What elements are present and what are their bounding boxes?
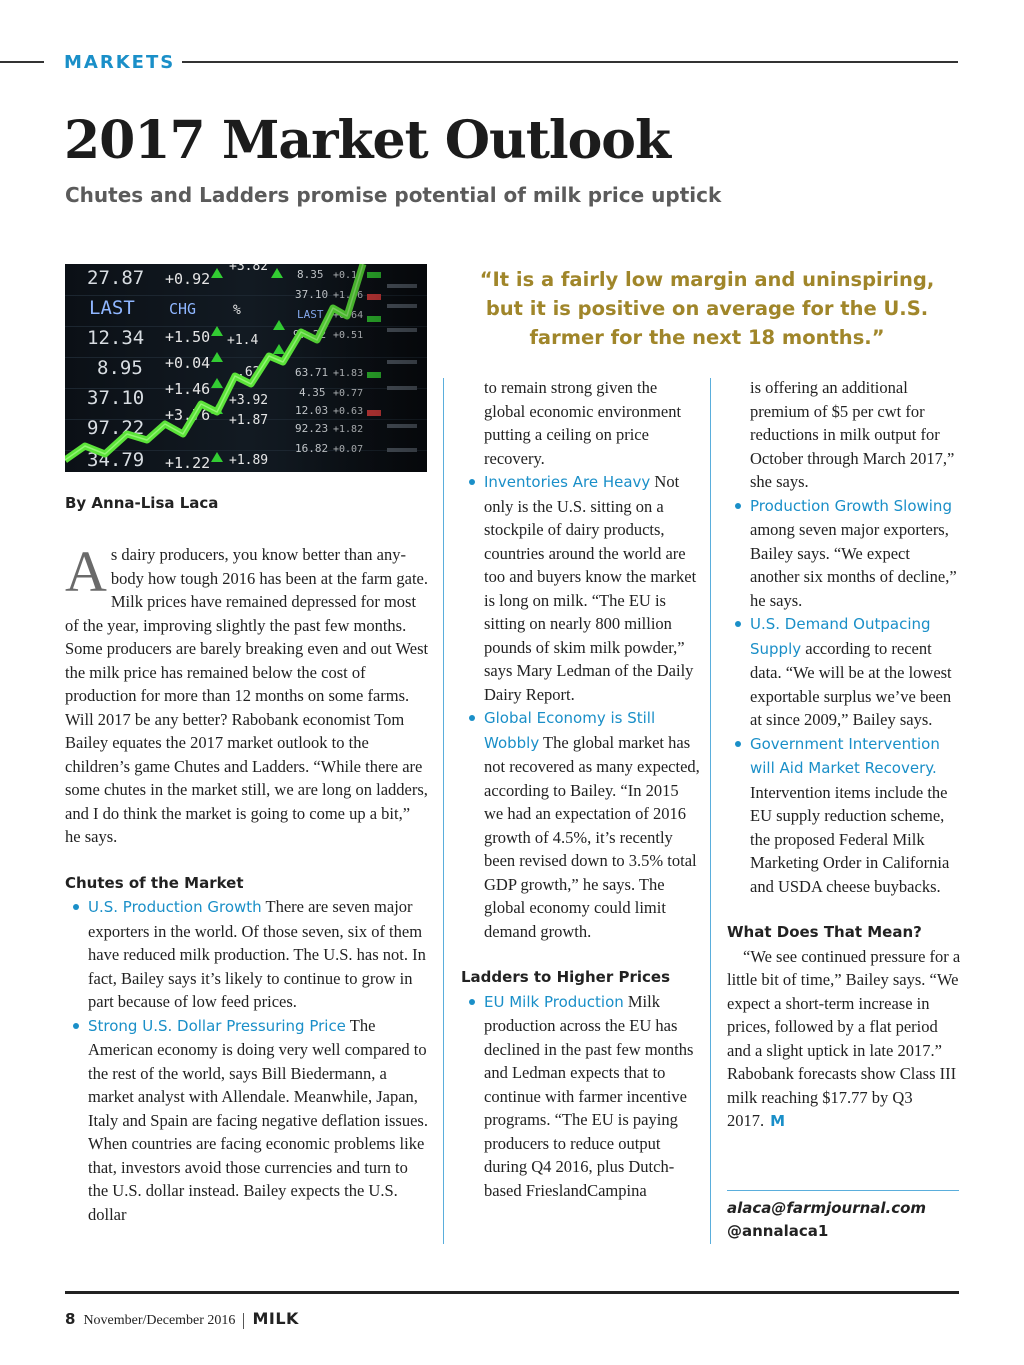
author-twitter[interactable]: @annalaca1 (727, 1222, 829, 1240)
ladders-heading: Ladders to Higher Prices (461, 968, 671, 986)
dollar-continued: to remain strong given the global economic environment putting a ceiling on price recovery. (484, 378, 682, 468)
column-divider-1 (443, 378, 444, 1244)
column-2 (461, 376, 701, 1202)
bullet-global-economy (461, 706, 701, 943)
bullet-keyword: Strong U.S. Dollar Pressuring Price (88, 1016, 346, 1035)
intro-paragraph (65, 539, 429, 849)
intro-text: s dairy producers, you know better than anybody how tough 2016 has been at the farm gate. Milk prices have remained depressed for most of the year, improving slightly the past few months. Some producers are barely breaking even and out West the milk price has remained below the cost of production for more than 12 months on some farms. Will 2017 be any better? Rabobank economist Tom Bailey equates the 2017 market outlook to the children’s game Chutes and Ladders. “While there are some chutes in the market still, we are long on ladders, and I do think the market is going to come up a bit,” he says. (65, 545, 429, 846)
column-divider-2 (710, 378, 711, 1244)
bullet-keyword: Global Economy is Still Wobbly (484, 709, 656, 752)
article-subtitle: Chutes and Ladders promise potential of milk price uptick (65, 183, 722, 207)
bullet-keyword: Inventories Are Heavy (484, 473, 651, 491)
eu-continued: is offering an additional premium of $5 per cwt for reductions in milk output for October through March 2017,” she says. (750, 378, 955, 491)
bullet-text: Milk production across the EU has declined in the past few months and Ledman expects that to continue with farmer incentive programs. “The EU is paying producers to reduce output during Q4 2016, plus Dutch-based FrieslandCampina (484, 991, 694, 1200)
bullet-keyword: U.S. Production Growth (88, 898, 262, 916)
issue-date: November/December 2016 (83, 1313, 236, 1328)
author-email[interactable]: alaca@farmjournal.com (727, 1199, 927, 1217)
bullet-text: according to recent data. “We will be at the lowest exportable surplus we’ve been at since 2009,” Bailey says. (750, 638, 952, 729)
meaning-paragraph (727, 945, 963, 1134)
page-footer (65, 1307, 299, 1331)
bullet-eu-milk-production (461, 990, 701, 1203)
bullet-text: among seven major exporters, Bailey says. “We expect another six months of decline,” he says. (750, 520, 957, 610)
section-label: MARKETS (64, 52, 176, 73)
bullet-keyword: EU Milk Production (484, 992, 624, 1011)
magazine-name: MILK (252, 1309, 299, 1328)
bullet-text: Intervention items include the EU supply reduction scheme, the proposed Federal Milk Marketing Order in California and USDA cheese buybacks. (750, 782, 950, 896)
bullet-text: Not only is the U.S. sitting on a stockpile of dairy products, countries around the world are too and buyers know the market is long on milk. “The EU is sitting on nearly 800 million pounds of skim milk powder,” says Mary Ledman of the Daily Dairy Report. (484, 472, 697, 704)
bullet-text: The American economy is doing very well compared to the rest of the world, says Bill Biedermann, a market analyst with Allendale. Meanwhile, Japan, Italy and Spain are facing negative deflation issues. When countries are facing economic problems like that, investors avoid those currencies and turn to the U.S. dollar instead. Bailey expects the U.S. dollar (88, 1015, 428, 1224)
footer-rule (65, 1291, 959, 1294)
section-header (0, 50, 960, 76)
contact-rule (727, 1190, 959, 1191)
end-mark: M (770, 1112, 786, 1130)
page-number: 8 (65, 1310, 76, 1328)
bullet-production-growth-slowing (727, 494, 963, 613)
bullet-keyword: U.S. Demand Outpacing Supply (750, 615, 931, 658)
bullet-us-production-growth (65, 895, 429, 1014)
column-3 (727, 376, 963, 1134)
bullet-keyword: Government Intervention will Aid Market Recovery. (750, 734, 940, 777)
footer-divider (243, 1313, 244, 1329)
column-1 (65, 539, 429, 1226)
byline: By Anna-Lisa Laca (65, 494, 219, 512)
section-rule-left (0, 61, 44, 63)
bullet-keyword: Production Growth Slowing (750, 496, 952, 515)
chutes-heading: Chutes of the Market (65, 873, 244, 892)
section-rule-right (182, 61, 958, 63)
meaning-text: “We see continued pressure for a little bit of time,” Bailey says. “We expect a short-term increase in prices, followed by a flat period and a slight uptick in late 2017.” Rabobank forecasts show Class III milk reaching $17.77 by Q3 2017. (727, 946, 961, 1130)
bullet-text: The global market has not recovered as many expected, according to Bailey. “In 2015 we had an expectation of 2016 growth of 4.5%, it’s recently been revised down to 3.5% total GDP growth,” he says. The global economy could limit demand growth. (484, 732, 700, 941)
bullet-inventories-heavy (461, 470, 701, 706)
meaning-heading: What Does That Mean? (727, 923, 922, 941)
article-title: 2017 Market Outlook (64, 110, 670, 171)
bullet-text: There are seven major exporters in the world. Of those seven, six of them have reduced milk production. The U.S. has not. In fact, Bailey says it’s likely to continue to grow in part because of low feed prices. (88, 897, 426, 1011)
stock-ticker-photo (65, 264, 427, 472)
drop-cap: A (65, 539, 107, 604)
bullet-us-demand-outpacing (727, 612, 963, 732)
bullet-government-intervention (727, 732, 963, 899)
author-contact (727, 1197, 926, 1243)
bullet-strong-us-dollar (65, 1014, 429, 1227)
pull-quote: “It is a fairly low margin and uninspiring, but it is positive on average for the U.S. farmer for the next 18 months.” (479, 268, 935, 349)
